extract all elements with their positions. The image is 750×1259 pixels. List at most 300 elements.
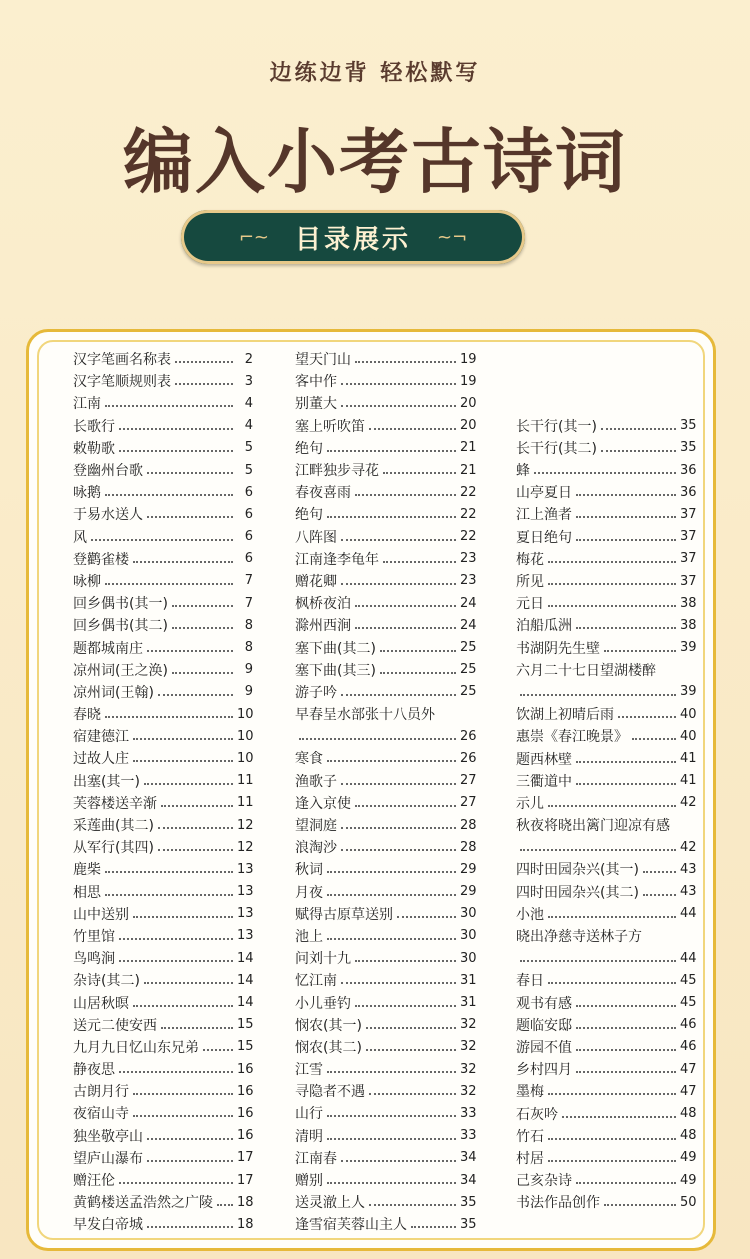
toc-entry xyxy=(73,747,253,769)
toc-entry xyxy=(73,725,253,747)
toc-entry xyxy=(295,681,476,703)
toc-entry-page: 35 xyxy=(680,418,697,434)
dot-leader xyxy=(366,1027,456,1029)
toc-entry-title: 咏鹅 xyxy=(73,485,101,502)
toc-entry-title: 独坐敬亭山 xyxy=(73,1128,143,1145)
toc-entry-title: 塞下曲(其二) xyxy=(295,640,376,657)
toc-entry-title: 黄鹤楼送孟浩然之广陵 xyxy=(73,1195,213,1212)
toc-entry-page: 35 xyxy=(680,440,697,456)
toc-entry-title: 登鹳雀楼 xyxy=(73,551,129,568)
toc-entry-title: 赠花卿 xyxy=(295,573,337,590)
dot-leader xyxy=(105,405,233,407)
toc-entry-page: 37 xyxy=(680,529,697,545)
dot-leader xyxy=(576,783,676,785)
dot-leader xyxy=(327,1182,456,1184)
toc-entry-title: 江上渔者 xyxy=(516,507,572,524)
toc-entry xyxy=(73,614,253,636)
toc-entry-title: 寒食 xyxy=(295,751,323,768)
toc-entry-page: 35 xyxy=(460,1194,477,1210)
toc-entry-page: 13 xyxy=(237,928,254,944)
toc-entry-page: 37 xyxy=(680,573,697,589)
toc-entry-page: 26 xyxy=(460,750,477,766)
toc-entry-page: 2 xyxy=(244,351,253,367)
toc-entry-title: 山亭夏日 xyxy=(516,485,572,502)
dot-leader xyxy=(355,605,456,607)
toc-entry xyxy=(516,636,696,658)
toc-entry xyxy=(73,503,253,525)
dot-leader xyxy=(534,472,676,474)
toc-entry-page: 6 xyxy=(244,551,253,567)
dot-leader xyxy=(576,516,676,518)
toc-entry xyxy=(73,1036,253,1058)
subtitle: 边练边背 轻松默写 xyxy=(269,60,481,86)
toc-entry-title: 回乡偶书(其二) xyxy=(73,618,168,635)
dot-leader xyxy=(133,916,233,918)
toc-entry xyxy=(516,814,696,836)
toc-entry-page: 24 xyxy=(460,617,477,633)
toc-entry-title: 风 xyxy=(73,529,87,546)
toc-entry-title: 鹿柴 xyxy=(73,862,101,879)
dot-leader xyxy=(327,938,456,940)
dot-leader xyxy=(604,1204,676,1206)
dot-leader xyxy=(576,494,676,496)
toc-entry-title: 逢入京使 xyxy=(295,795,351,812)
dot-leader xyxy=(105,716,233,718)
toc-entry xyxy=(516,1102,696,1124)
dot-leader xyxy=(172,627,233,629)
dot-leader xyxy=(383,561,456,563)
toc-entry-title: 鸟鸣涧 xyxy=(73,951,115,968)
toc-entry xyxy=(516,1014,696,1036)
toc-entry-page: 20 xyxy=(460,418,477,434)
toc-entry xyxy=(295,659,476,681)
toc-entry-page: 23 xyxy=(460,573,477,589)
toc-entry xyxy=(73,1125,253,1147)
dot-leader xyxy=(576,1027,676,1029)
toc-entry xyxy=(295,503,476,525)
toc-entry xyxy=(516,659,696,681)
toc-entry-page: 25 xyxy=(460,684,477,700)
toc-entry-page: 16 xyxy=(237,1083,254,1099)
toc-entry-title: 赠汪伦 xyxy=(73,1173,115,1190)
toc-entry-title: 游子吟 xyxy=(295,684,337,701)
toc-entry-page: 42 xyxy=(680,795,697,811)
dot-leader xyxy=(327,760,456,762)
toc-entry xyxy=(295,991,476,1013)
toc-entry-title: 江南 xyxy=(73,396,101,413)
toc-entry-title: 梅花 xyxy=(516,551,544,568)
toc-entry xyxy=(516,1058,696,1080)
toc-entry xyxy=(73,659,253,681)
toc-entry-title: 相思 xyxy=(73,884,101,901)
dot-leader xyxy=(576,1182,676,1184)
toc-entry-page: 41 xyxy=(680,773,697,789)
dot-leader xyxy=(105,494,233,496)
toc-entry xyxy=(516,503,696,525)
toc-entry xyxy=(295,459,476,481)
toc-entry-title: 山居秋暝 xyxy=(73,995,129,1012)
toc-entry-page: 29 xyxy=(460,884,477,900)
toc-entry-page: 45 xyxy=(680,995,697,1011)
toc-banner xyxy=(181,210,525,264)
toc-entry-page: 40 xyxy=(680,706,697,722)
toc-entry xyxy=(73,881,253,903)
toc-entry xyxy=(73,814,253,836)
toc-entry-title: 山行 xyxy=(295,1106,323,1123)
toc-entry-page: 40 xyxy=(680,728,697,744)
toc-entry xyxy=(516,770,696,792)
toc-entry-page: 13 xyxy=(237,884,254,900)
toc-entry-title: 竹石 xyxy=(516,1128,544,1145)
toc-entry xyxy=(295,881,476,903)
toc-entry xyxy=(516,969,696,991)
banner-label: 目录展示 xyxy=(294,224,411,255)
toc-entry-title: 渔歌子 xyxy=(295,773,337,790)
dot-leader xyxy=(91,539,233,541)
toc-entry xyxy=(295,770,476,792)
toc-entry-title: 问刘十九 xyxy=(295,951,351,968)
toc-entry-page: 28 xyxy=(460,817,477,833)
toc-entry-page: 38 xyxy=(680,595,697,611)
toc-entry xyxy=(73,703,253,725)
dot-leader xyxy=(355,960,456,962)
toc-entry-page: 46 xyxy=(680,1017,697,1033)
toc-entry-page: 16 xyxy=(237,1128,254,1144)
toc-entry xyxy=(73,481,253,503)
dot-leader xyxy=(576,539,676,541)
toc-entry xyxy=(73,592,253,614)
page-title: 编入小考古诗词 xyxy=(123,120,627,203)
toc-entry-title: 敕勒歌 xyxy=(73,440,115,457)
toc-entry xyxy=(73,415,253,437)
dot-leader xyxy=(355,805,456,807)
toc-entry-title: 别董大 xyxy=(295,396,337,413)
toc-entry xyxy=(516,1147,696,1169)
toc-entry xyxy=(295,969,476,991)
toc-entry xyxy=(295,1058,476,1080)
toc-entry-title: 望庐山瀑布 xyxy=(73,1150,143,1167)
dot-leader xyxy=(355,627,456,629)
toc-entry xyxy=(516,747,696,769)
toc-entry-page: 16 xyxy=(237,1105,254,1121)
dot-leader xyxy=(548,916,676,918)
toc-entry-page: 25 xyxy=(460,640,477,656)
toc-entry xyxy=(295,792,476,814)
dot-leader xyxy=(144,783,233,785)
toc-entry-title: 示儿 xyxy=(516,795,544,812)
toc-entry-title: 所见 xyxy=(516,574,544,590)
toc-entry-title: 书法作品创作 xyxy=(516,1195,600,1212)
dot-leader xyxy=(175,383,233,385)
dot-leader xyxy=(175,361,233,363)
toc-entry xyxy=(516,947,696,969)
toc-entry-page: 8 xyxy=(244,640,253,656)
toc-entry-page: 44 xyxy=(680,906,697,922)
toc-entry xyxy=(295,903,476,925)
dot-leader xyxy=(172,672,233,674)
toc-entry-page: 33 xyxy=(460,1105,477,1121)
toc-entry xyxy=(295,548,476,570)
toc-entry-title: 江南春 xyxy=(295,1150,337,1167)
toc-entry xyxy=(516,459,696,481)
column-spacer xyxy=(516,348,696,415)
dot-leader xyxy=(133,1093,233,1095)
dot-leader xyxy=(158,694,233,696)
dot-leader xyxy=(520,960,676,962)
dot-leader xyxy=(341,694,456,696)
toc-entry-page: 12 xyxy=(237,817,254,833)
toc-entry xyxy=(73,459,253,481)
toc-entry-page: 26 xyxy=(460,728,477,744)
toc-entry-title: 三衢道中 xyxy=(516,773,572,790)
toc-entry-page: 4 xyxy=(244,418,253,434)
toc-entry-page: 15 xyxy=(237,1039,254,1055)
toc-entry xyxy=(73,392,253,414)
dot-leader xyxy=(158,827,233,829)
toc-entry-page: 32 xyxy=(460,1017,477,1033)
toc-entry-title: 题都城南庄 xyxy=(73,640,143,657)
dot-leader xyxy=(520,694,676,696)
toc-entry-title: 赋得古原草送别 xyxy=(295,906,393,923)
toc-entry-title: 客中作 xyxy=(295,374,337,391)
toc-entry-title: 汉字笔顺规则表 xyxy=(73,374,171,391)
toc-entry xyxy=(295,481,476,503)
toc-entry-page: 17 xyxy=(237,1150,254,1166)
toc-entry-title: 静夜思 xyxy=(73,1062,115,1079)
toc-entry-title: 长干行(其二) xyxy=(516,440,597,457)
dot-leader xyxy=(341,1160,456,1162)
toc-entry xyxy=(295,526,476,548)
toc-entry-title: 观书有感 xyxy=(516,995,572,1012)
toc-entry xyxy=(295,858,476,880)
toc-entry-title: 蜂 xyxy=(516,463,530,480)
dot-leader xyxy=(411,1226,456,1228)
toc-entry-title: 池上 xyxy=(295,928,323,945)
toc-entry xyxy=(516,881,696,903)
toc-entry-page: 31 xyxy=(460,995,477,1011)
toc-entry-title: 寻隐者不遇 xyxy=(295,1084,365,1101)
toc-entry-title: 悯农(其二) xyxy=(295,1039,362,1056)
toc-entry xyxy=(73,370,253,392)
dot-leader xyxy=(576,1071,676,1073)
toc-entry-title: 春夜喜雨 xyxy=(295,485,351,502)
dot-leader xyxy=(133,1005,233,1007)
toc-entry-page: 38 xyxy=(680,617,697,633)
toc-entry-page: 42 xyxy=(680,839,697,855)
toc-entry xyxy=(73,1191,253,1213)
toc-entry xyxy=(516,415,696,437)
dot-leader xyxy=(147,472,233,474)
toc-entry-page: 20 xyxy=(460,395,477,411)
toc-entry-page: 37 xyxy=(680,506,697,522)
dot-leader xyxy=(604,650,676,652)
toc-entry-page: 7 xyxy=(244,573,253,589)
toc-entry xyxy=(73,437,253,459)
toc-entry-title: 于易水送人 xyxy=(73,507,143,524)
dot-leader xyxy=(341,849,456,851)
toc-entry-page: 10 xyxy=(237,706,254,722)
toc-entry-page: 10 xyxy=(237,750,254,766)
toc-entry-title: 长歌行 xyxy=(73,418,115,435)
dot-leader xyxy=(369,428,456,430)
toc-entry-title: 送灵澈上人 xyxy=(295,1195,365,1212)
dot-leader xyxy=(327,1071,456,1073)
toc-entry-page: 36 xyxy=(680,484,697,500)
toc-entry xyxy=(295,947,476,969)
dot-leader xyxy=(369,1204,456,1206)
toc-entry-title: 己亥杂诗 xyxy=(516,1173,572,1190)
toc-entry xyxy=(295,747,476,769)
toc-entry-page: 48 xyxy=(680,1106,697,1121)
dot-leader xyxy=(576,1049,676,1051)
toc-entry xyxy=(295,814,476,836)
dot-leader xyxy=(147,1226,233,1228)
toc-entry xyxy=(295,570,476,592)
toc-entry-title: 滁州西涧 xyxy=(295,618,351,635)
toc-entry-page: 14 xyxy=(237,995,254,1011)
toc-entry-page: 22 xyxy=(460,484,477,500)
toc-entry-page: 34 xyxy=(460,1172,477,1188)
toc-entry-page: 10 xyxy=(237,728,254,744)
toc-entry xyxy=(295,1036,476,1058)
toc-entry-page: 33 xyxy=(460,1128,477,1144)
dot-leader xyxy=(341,783,456,785)
toc-entry-page: 45 xyxy=(680,972,697,988)
toc-entry-page: 6 xyxy=(244,506,253,522)
dot-leader xyxy=(366,1049,456,1051)
toc-entry xyxy=(516,903,696,925)
toc-entry xyxy=(73,548,253,570)
dot-leader xyxy=(105,871,233,873)
toc-entry xyxy=(73,526,253,548)
toc-entry-page: 15 xyxy=(237,1017,254,1033)
toc-entry-title: 竹里馆 xyxy=(73,928,115,945)
toc-entry-title: 夏日绝句 xyxy=(516,529,572,546)
toc-entry-title: 绝句 xyxy=(295,440,323,457)
toc-entry-page: 9 xyxy=(244,684,253,700)
toc-entry-title: 芙蓉楼送辛渐 xyxy=(73,795,157,812)
dot-leader xyxy=(548,583,676,585)
dot-leader xyxy=(341,539,456,541)
toc-entry-title: 六月二十七日望湖楼醉 xyxy=(516,662,656,679)
toc-entry-title: 泊船瓜洲 xyxy=(516,618,572,635)
dot-leader xyxy=(158,849,233,851)
toc-entry-page: 35 xyxy=(460,1216,477,1232)
toc-entry-page: 12 xyxy=(237,839,254,855)
toc-entry xyxy=(295,1102,476,1124)
toc-entry-page: 41 xyxy=(680,751,697,766)
toc-entry-title: 出塞(其一) xyxy=(73,773,140,790)
toc-entry-page: 30 xyxy=(460,950,477,966)
cloud-ornament-left-icon: ⌐~ xyxy=(238,226,269,248)
toc-entry-title: 枫桥夜泊 xyxy=(295,596,351,613)
toc-entry-title: 四时田园杂兴(其一) xyxy=(516,862,639,879)
dot-leader xyxy=(203,1049,233,1051)
toc-entry xyxy=(73,903,253,925)
toc-entry-page: 14 xyxy=(237,972,254,988)
toc-entry-title: 凉州词(王翰) xyxy=(73,684,154,701)
dot-leader xyxy=(548,805,676,807)
toc-entry-title: 早春呈水部张十八员外 xyxy=(295,707,435,724)
toc-entry-title: 绝句 xyxy=(295,507,323,524)
toc-entry-page: 32 xyxy=(460,1083,477,1099)
cloud-ornament-right-icon: ~¬ xyxy=(437,226,468,248)
toc-entry-title: 晓出净慈寺送林子方 xyxy=(516,929,642,945)
toc-column-3 xyxy=(516,348,696,1213)
toc-entry-page: 25 xyxy=(460,662,477,678)
dot-leader xyxy=(161,805,233,807)
toc-entry-page: 43 xyxy=(680,884,697,900)
toc-entry xyxy=(73,1169,253,1191)
dot-leader xyxy=(341,405,456,407)
toc-entry-title: 赠别 xyxy=(295,1173,323,1190)
toc-entry xyxy=(516,725,696,747)
dot-leader xyxy=(369,1093,456,1095)
dot-leader xyxy=(147,1160,233,1162)
dot-leader xyxy=(355,1005,456,1007)
dot-leader xyxy=(601,450,676,452)
dot-leader xyxy=(299,738,456,740)
toc-entry-title: 送元二使安西 xyxy=(73,1017,157,1034)
toc-entry-title: 四时田园杂兴(其二) xyxy=(516,884,639,901)
dot-leader xyxy=(548,1160,676,1162)
toc-entry-page: 50 xyxy=(680,1194,697,1210)
toc-entry-page: 21 xyxy=(460,462,477,478)
dot-leader xyxy=(548,605,676,607)
dot-leader xyxy=(144,982,233,984)
toc-entry-page: 39 xyxy=(680,640,697,656)
toc-entry-page: 23 xyxy=(460,551,477,567)
toc-entry-title: 春晓 xyxy=(73,707,101,724)
dot-leader xyxy=(341,827,456,829)
toc-entry-page: 48 xyxy=(680,1128,697,1144)
toc-entry xyxy=(295,592,476,614)
toc-entry xyxy=(73,1058,253,1080)
toc-entry xyxy=(73,1147,253,1169)
toc-entry xyxy=(516,1191,696,1213)
toc-entry-page: 32 xyxy=(460,1039,477,1055)
toc-entry-title: 月夜 xyxy=(295,884,323,901)
toc-entry-title: 逢雪宿芙蓉山主人 xyxy=(295,1217,407,1234)
toc-entry-page: 30 xyxy=(460,928,477,944)
toc-entry-page: 24 xyxy=(460,595,477,611)
toc-entry-page: 3 xyxy=(244,373,253,389)
toc-entry-page: 47 xyxy=(680,1083,697,1099)
dot-leader xyxy=(548,561,676,563)
dot-leader xyxy=(327,894,456,896)
toc-entry-title: 山中送别 xyxy=(73,906,129,923)
toc-entry-title: 元日 xyxy=(516,596,544,613)
toc-entry xyxy=(295,1014,476,1036)
toc-entry-page: 4 xyxy=(244,395,253,411)
dot-leader xyxy=(397,916,456,918)
toc-entry xyxy=(295,1080,476,1102)
toc-entry-page: 11 xyxy=(237,773,254,789)
toc-entry xyxy=(516,1169,696,1191)
toc-entry xyxy=(516,614,696,636)
dot-leader xyxy=(548,1093,676,1095)
dot-leader xyxy=(341,982,456,984)
toc-entry xyxy=(295,703,476,725)
toc-entry-page: 29 xyxy=(460,861,477,877)
toc-entry xyxy=(516,925,696,947)
toc-entry xyxy=(295,925,476,947)
toc-entry-title: 春日 xyxy=(516,973,544,990)
toc-entry xyxy=(295,614,476,636)
toc-entry-page: 19 xyxy=(460,351,477,367)
toc-entry-title: 长干行(其一) xyxy=(516,418,597,435)
toc-entry-page: 5 xyxy=(244,462,253,478)
